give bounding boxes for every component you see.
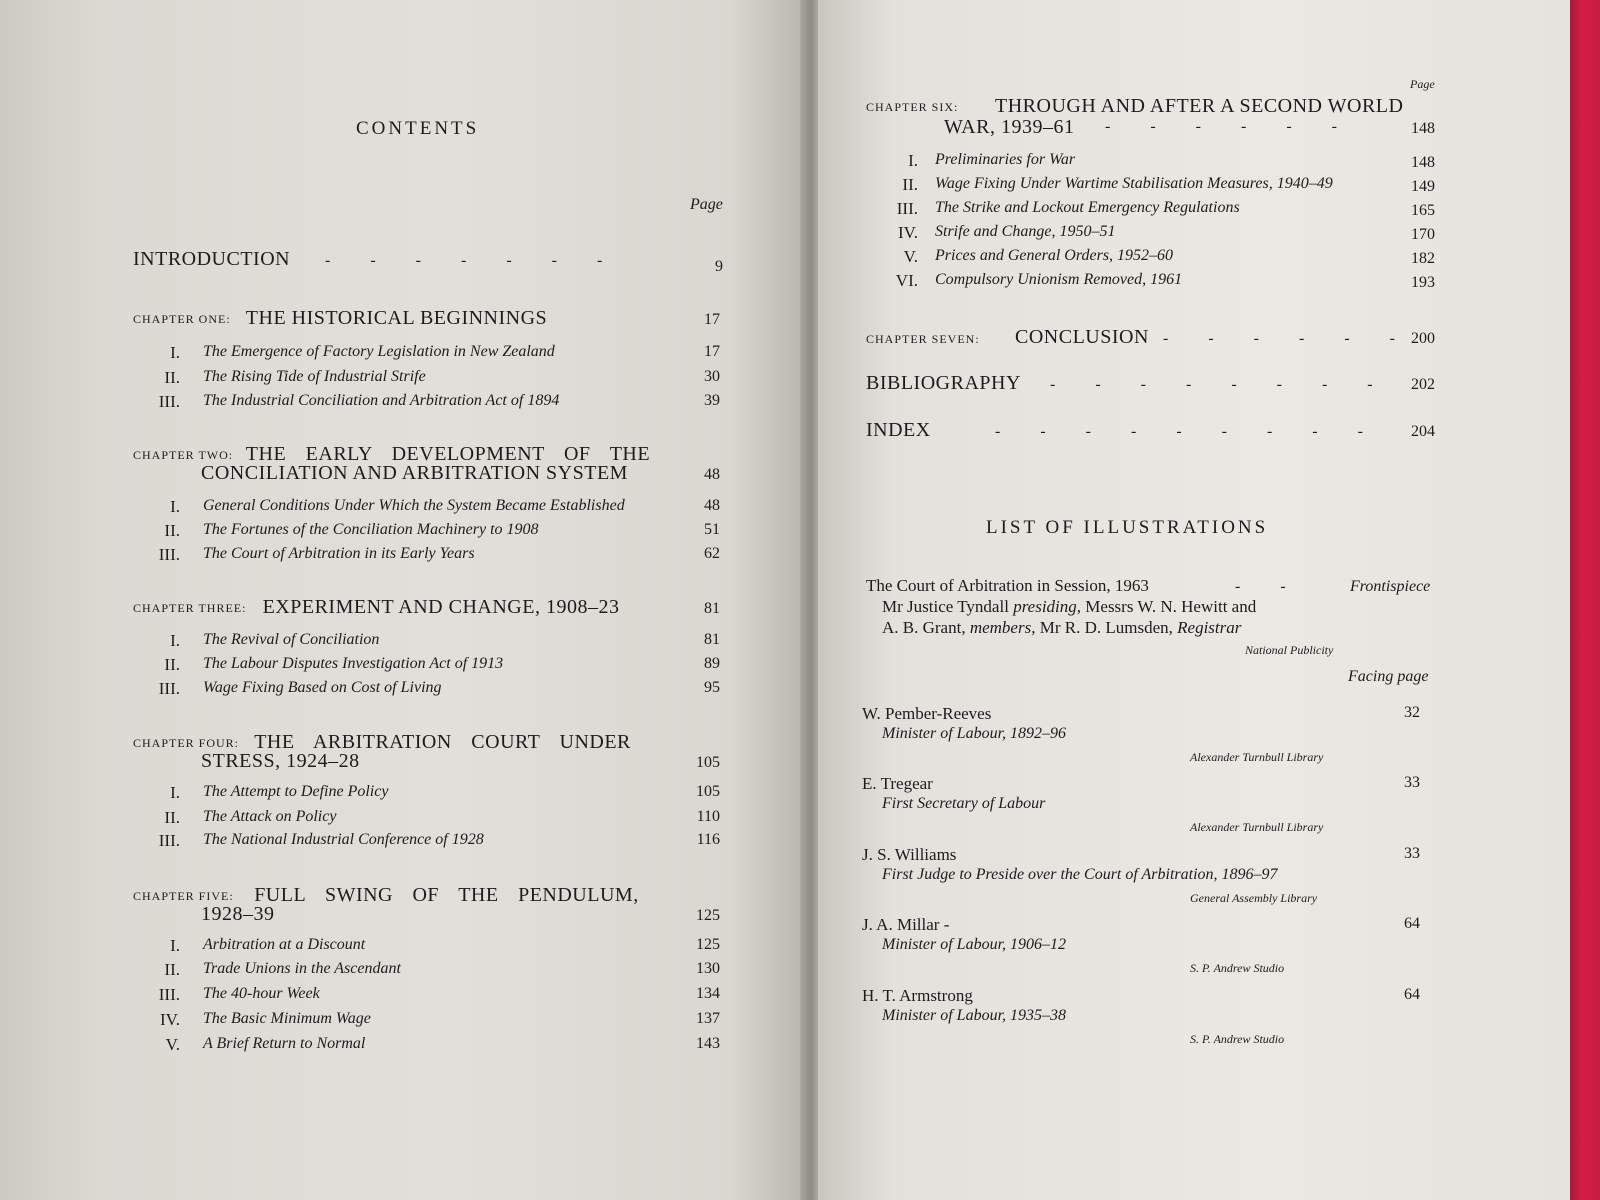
section-number: I. [170,343,180,362]
leader-dots: - - - - - - - - - [995,423,1363,440]
section-page: 48 [704,497,720,514]
illustration-name: W. Pember-Reeves [862,704,992,723]
section-page: 149 [1411,178,1435,195]
frontispiece-placement: Frontispiece [1350,578,1431,595]
chapter-six-label: CHAPTER SIX: [866,100,959,114]
section-page: 134 [696,985,720,1002]
section-number: II. [902,175,918,194]
section-title: The Strike and Lockout Emergency Regulations [935,199,1240,216]
illustration-credit: Alexander Turnbull Library [1190,820,1324,834]
section-title: Compulsory Unionism Removed, 1961 [935,271,1183,288]
bibliography-title: BIBLIOGRAPHY [866,372,1021,394]
illustration-credit: Alexander Turnbull Library [1190,750,1324,764]
contents-heading: CONTENTS [356,118,480,139]
chapter-label: CHAPTER THREE: [133,601,247,615]
right-page-column-label: Page [1410,77,1435,91]
section-number: III. [158,392,180,411]
section-title: The Industrial Conciliation and Arbitration Act of 1894 [203,392,560,409]
illustration-credit: General Assembly Library [1190,891,1318,905]
section-title: The Rising Tide of Industrial Strife [203,368,426,385]
illustration-page: 33 [1404,845,1420,862]
section-number: III. [158,545,180,564]
chapter-seven-title: CONCLUSION [1015,326,1149,348]
section-page: 148 [1411,154,1435,171]
section-page: 95 [704,679,720,696]
section-title: Arbitration at a Discount [203,936,366,953]
section-page: 39 [704,392,720,409]
red-cover-edge [1570,0,1600,1200]
section-number: V. [165,1035,180,1054]
section-title: The 40-hour Week [203,985,320,1002]
section-number: I. [908,151,918,170]
section-number: IV. [898,223,918,242]
illustration-name: E. Tregear [862,774,933,793]
section-number: II. [164,521,180,540]
illustration-caption: First Secretary of Labour [882,795,1046,812]
section-title: Preliminaries for War [935,151,1076,168]
section-number: VI. [895,271,918,290]
chapter-six-title-line2: WAR, 1939–61 [944,116,1075,138]
section-title: The Attack on Policy [203,808,337,825]
illustration-caption: Minister of Labour, 1935–38 [882,1007,1067,1024]
section-page: 110 [696,808,720,825]
section-page: 89 [704,655,720,672]
illustration-page: 64 [1404,915,1420,932]
section-title: A Brief Return to Normal [203,1035,366,1052]
illustration-name: J. S. Williams [862,845,957,864]
introduction-page: 9 [715,258,723,275]
leader-dots: - - [1235,578,1286,595]
chapter-title-line: FULL SWING OF THE PENDULUM, [254,884,639,906]
index-title: INDEX [866,419,931,441]
section-page: 125 [696,936,720,953]
introduction-title: INTRODUCTION [133,248,291,270]
leader-dots: - - - - - - - - [1050,376,1373,393]
illustration-name: J. A. Millar - [862,915,950,934]
illustration-caption: Minister of Labour, 1892–96 [882,725,1067,742]
chapter-title-line: THE ARBITRATION COURT UNDER [254,731,631,753]
section-page: 170 [1411,226,1435,243]
illustration-page: 64 [1404,986,1420,1003]
section-page: 51 [704,521,720,538]
chapter-page: 125 [696,907,720,924]
section-page: 193 [1411,274,1435,291]
chapter-label: CHAPTER ONE: [133,312,231,326]
section-number: III. [896,199,918,218]
leader-dots: - - - - - - [1105,118,1337,135]
section-title: Wage Fixing Based on Cost of Living [203,679,442,696]
illustration-caption: Minister of Labour, 1906–12 [882,936,1067,953]
facing-page-label: Facing page [1348,668,1429,685]
section-page: 30 [704,368,720,385]
chapter-title-line: STRESS, 1924–28 [201,750,360,772]
section-number: III. [158,679,180,698]
section-number: II. [164,368,180,387]
section-number: III. [158,831,180,850]
chapter-label: CHAPTER TWO: [133,448,234,462]
section-title: Trade Unions in the Ascendant [203,960,401,977]
bibliography-page: 202 [1411,376,1435,393]
section-page: 62 [704,545,720,562]
section-page: 116 [696,831,720,848]
illustration-page: 33 [1404,774,1420,791]
section-title: The National Industrial Conference of 1928 [203,831,484,848]
chapter-title-line: 1928–39 [201,903,275,925]
chapter-page: 48 [704,466,720,483]
chapter-label: CHAPTER FOUR: [133,736,240,750]
frontispiece-line3: A. B. Grant, members, Mr R. D. Lumsden, Registrar [882,618,1242,637]
illustration-credit: S. P. Andrew Studio [1190,1032,1285,1046]
illustrations-heading: LIST OF ILLUSTRATIONS [986,517,1269,538]
section-title: The Basic Minimum Wage [203,1010,371,1027]
illustration-name: H. T. Armstrong [862,986,973,1005]
section-title: Wage Fixing Under Wartime Stabilisation Measures, 1940–49 [935,175,1333,192]
section-number: V. [903,247,918,266]
index-page: 204 [1411,423,1435,440]
chapter-page: 17 [704,311,720,328]
section-number: IV. [160,1010,180,1029]
chapter-seven-label: CHAPTER SEVEN: [866,332,980,346]
leader-dots: - - - - - - - [325,252,603,269]
section-number: III. [158,985,180,1004]
chapter-page: 105 [696,754,720,771]
chapter-title-line: CONCILIATION AND ARBITRATION SYSTEM [201,462,628,484]
chapter-seven-page: 200 [1411,330,1435,347]
chapter-title-line: THE HISTORICAL BEGINNINGS [245,307,548,329]
page-column-label: Page [690,196,723,213]
section-number: II. [164,960,180,979]
section-page: 81 [704,631,720,648]
chapter-title-line: THE EARLY DEVELOPMENT OF THE [245,443,651,465]
chapter-six-title-line1: THROUGH AND AFTER A SECOND WORLD [995,95,1404,117]
section-title: The Court of Arbitration in its Early Years [203,545,475,562]
section-title: Prices and General Orders, 1952–60 [935,247,1174,264]
section-title: The Fortunes of the Conciliation Machinery to 1908 [203,521,539,538]
section-number: I. [170,631,180,650]
section-number: I. [170,783,180,802]
section-title: General Conditions Under Which the System Became Established [203,497,625,514]
section-page: 165 [1411,202,1435,219]
chapter-label: CHAPTER FIVE: [133,889,234,903]
illustration-caption: First Judge to Preside over the Court of Arbitration, 1896–97 [882,866,1278,883]
frontispiece-title: The Court of Arbitration in Session, 1963 [866,576,1149,595]
chapter-title-line: EXPERIMENT AND CHANGE, 1908–23 [262,596,620,618]
section-page: 182 [1411,250,1435,267]
leader-dots: - - - - - - [1163,330,1395,347]
section-page: 143 [696,1035,720,1052]
section-title: The Attempt to Define Policy [203,783,389,800]
frontispiece-line2: Mr Justice Tyndall presiding, Messrs W. N. Hewitt and [882,597,1257,616]
section-number: II. [164,655,180,674]
section-title: Strife and Change, 1950–51 [935,223,1116,240]
section-page: 137 [696,1010,720,1027]
illustration-page: 32 [1404,704,1420,721]
section-page: 105 [696,783,720,800]
section-number: II. [164,808,180,827]
frontispiece-credit: National Publicity [1245,643,1334,657]
section-title: The Labour Disputes Investigation Act of 1913 [203,655,504,672]
illustration-credit: S. P. Andrew Studio [1190,961,1285,975]
chapter-page: 81 [704,600,720,617]
section-title: The Emergence of Factory Legislation in New Zealand [203,343,555,360]
section-title: The Revival of Conciliation [203,631,380,648]
section-number: I. [170,497,180,516]
section-page: 130 [696,960,720,977]
section-number: I. [170,936,180,955]
chapter-six-page: 148 [1411,120,1435,137]
section-page: 17 [704,343,720,360]
